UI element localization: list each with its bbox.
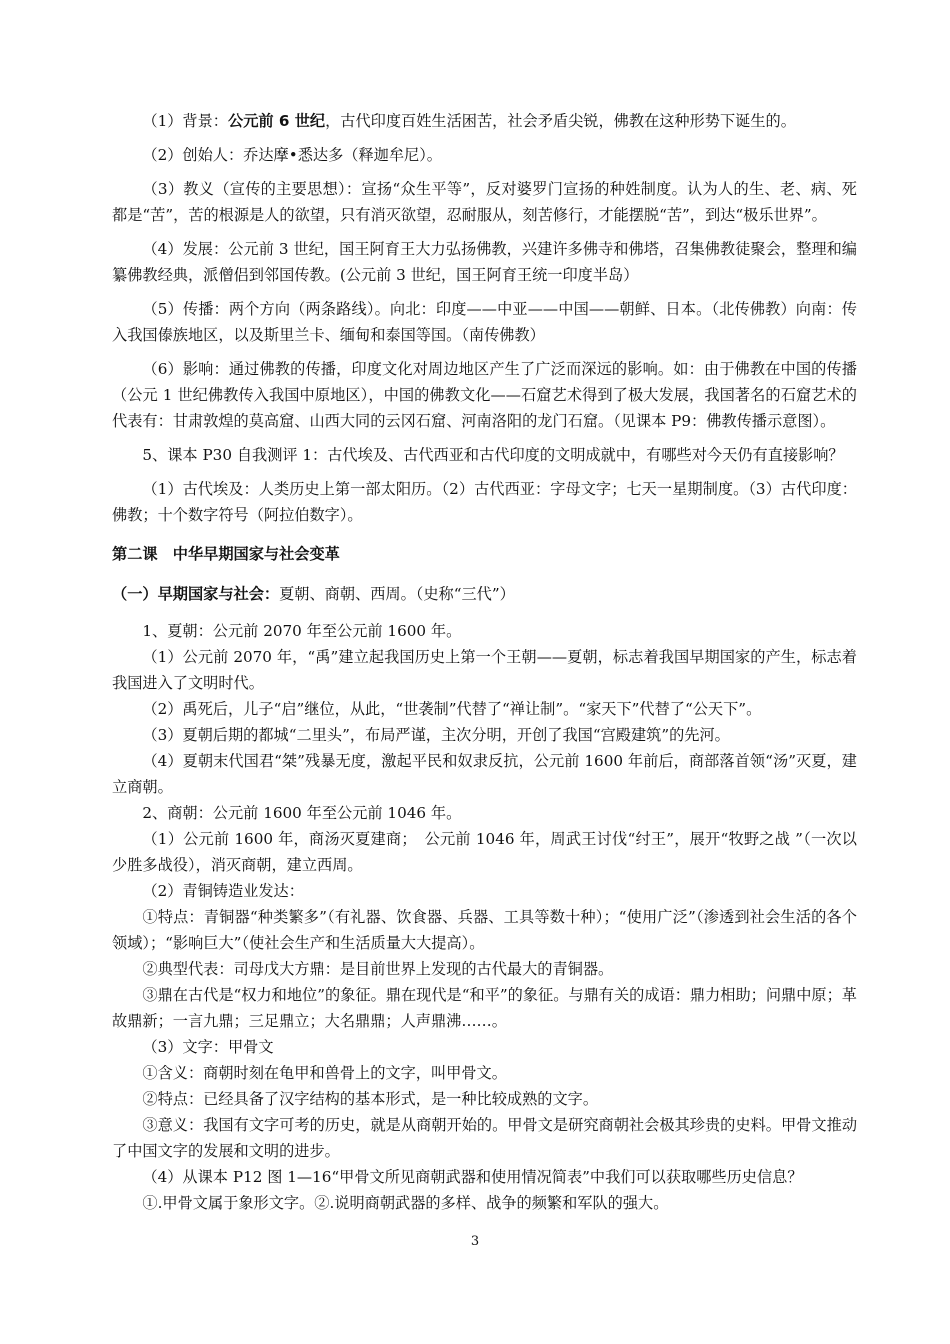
paragraph-oracle-meaning: ①含义：商朝时刻在龟甲和兽骨上的文字，叫甲骨文。	[142, 1064, 507, 1082]
section-heading-bold: （一）早期国家与社会：	[112, 585, 280, 603]
paragraph-doctrine: （3）教义（宣传的主要思想）：宣扬“众生平等”，反对婆罗门宣扬的种姓制度。认为人的生、老、病、死都是“苦”，苦的根源是人的欲望，只有消灭欲望，忍耐服从，刻苦修行，才能摆脱“苦”，到达“极乐世界”。	[112, 180, 857, 224]
paragraph-shang-2: （2）青铜铸造业发达：	[142, 882, 304, 900]
paragraph-xia: 1、夏朝：公元前 2070 年至公元前 1600 年。	[142, 622, 462, 640]
paragraph-xia-1: （1）公元前 2070 年，“禹”建立起我国历史上第一个王朝——夏朝，标志着我国早期国家的产生，标志着我国进入了文明时代。	[112, 648, 857, 692]
paragraph-self-test-answer: （1）古代埃及：人类历史上第一部太阳历。（2）古代西亚：字母文字；七天一星期制度。（3）古代印度：佛教；十个数字符号（阿拉伯数字）。	[112, 480, 857, 524]
paragraph-xia-3: （3）夏朝后期的都城“二里头”，布局严谨，主次分明，开创了我国“宫殿建筑”的先河。	[142, 726, 730, 744]
paragraph-self-test: 5、课本 P30 自我测评 1：古代埃及、古代西亚和古代印度的文明成就中，有哪些对今天仍有直接影响？	[142, 446, 844, 464]
section-heading	[112, 580, 857, 608]
paragraph-ding: ③鼎在古代是“权力和地位”的象征。鼎在现代是“和平”的象征。与鼎有关的成语：鼎力相助；问鼎中原；革故鼎新；一言九鼎；三足鼎立；大名鼎鼎；人声鼎沸……。	[112, 986, 857, 1030]
paragraph-influence: （6）影响：通过佛教的传播，印度文化对周边地区产生了广泛而深远的影响。如：由于佛教在中国的传播（公元 1 世纪佛教传入我国中原地区），中国的佛教文化——石窟艺术得到了极大发展，我国著名的石窟艺术的代表有：甘肃敦煌的莫高窟、山西大同的云冈石窟、河南洛阳的龙门石窟。（见课本 P9：佛教传播示意图）。	[112, 360, 857, 430]
paragraph-text: （1）背景：	[142, 112, 228, 130]
page-number: 3	[470, 1234, 480, 1249]
paragraph-xia-4: （4）夏朝末代国君“桀”残暴无度，激起平民和奴隶反抗，公元前 1600 年前后，商部落首领“汤”灭夏，建立商朝。	[112, 752, 857, 796]
paragraph-shang: 2、商朝：公元前 1600 年至公元前 1046 年。	[142, 804, 462, 822]
paragraph-text: ，古代印度百姓生活困苦，社会矛盾尖锐，佛教在这种形势下诞生的。	[325, 112, 796, 130]
section-heading-text: 夏朝、商朝、西周。（史称“三代”）	[279, 585, 515, 603]
paragraph-oracle-feature: ②特点：已经具备了汉字结构的基本形式，是一种比较成熟的文字。	[142, 1090, 599, 1108]
paragraph-background	[112, 108, 857, 134]
paragraph-textbook-answer: ①.甲骨文属于象形文字。②.说明商朝武器的多样、战争的频繁和军队的强大。	[142, 1194, 669, 1212]
paragraph-bronze-example: ②典型代表：司母戊大方鼎：是目前世界上发现的古代最大的青铜器。	[142, 960, 614, 978]
paragraph-founder: （2）创始人：乔达摩•悉达多（释迦牟尼）。	[142, 146, 442, 164]
paragraph-spread: （5）传播：两个方向（两条路线）。向北：印度——中亚——中国——朝鲜、日本。（北传佛教）向南：传入我国傣族地区，以及斯里兰卡、缅甸和泰国等国。（南传佛教）	[112, 300, 857, 344]
paragraph-shang-1: （1）公元前 1600 年，商汤灭夏建商； 公元前 1046 年，周武王讨伐“纣王”，展开“牧野之战 ”（一次以少胜多战役），消灭商朝，建立西周。	[112, 830, 857, 874]
paragraph-oracle-significance: ③意义：我国有文字可考的历史，就是从商朝开始的。甲骨文是研究商朝社会极其珍贵的史料。甲骨文推动了中国文字的发展和文明的进步。	[112, 1116, 857, 1160]
paragraph-xia-2: （2）禹死后，儿子“启”继位，从此，“世袭制”代替了“禅让制”。“家天下”代替了“公天下”。	[142, 700, 762, 718]
page-content	[112, 108, 857, 1216]
paragraph-writing: （3）文字：甲骨文	[142, 1038, 274, 1056]
paragraph-bronze-features: ①特点：青铜器“种类繁多”（有礼器、饮食器、兵器、工具等数十种）；“使用广泛”（渗透到社会生活的各个领域）；“影响巨大”（使社会生产和生活质量大大提高）。	[112, 908, 857, 952]
lesson-title: 第二课 中华早期国家与社会变革	[112, 545, 340, 563]
paragraph-textbook-question: （4）从课本 P12 图 1—16“甲骨文所见商朝武器和使用情况简表”中我们可以获取哪些历史信息？	[142, 1168, 803, 1186]
bold-term: 公元前 6 世纪	[228, 112, 326, 130]
paragraph-development: （4）发展：公元前 3 世纪，国王阿育王大力弘扬佛教，兴建许多佛寺和佛塔，召集佛教徒聚会，整理和编纂佛教经典，派僧侣到邻国传教。(公元前 3 世纪，国王阿育王统一印度半岛）	[112, 240, 857, 284]
